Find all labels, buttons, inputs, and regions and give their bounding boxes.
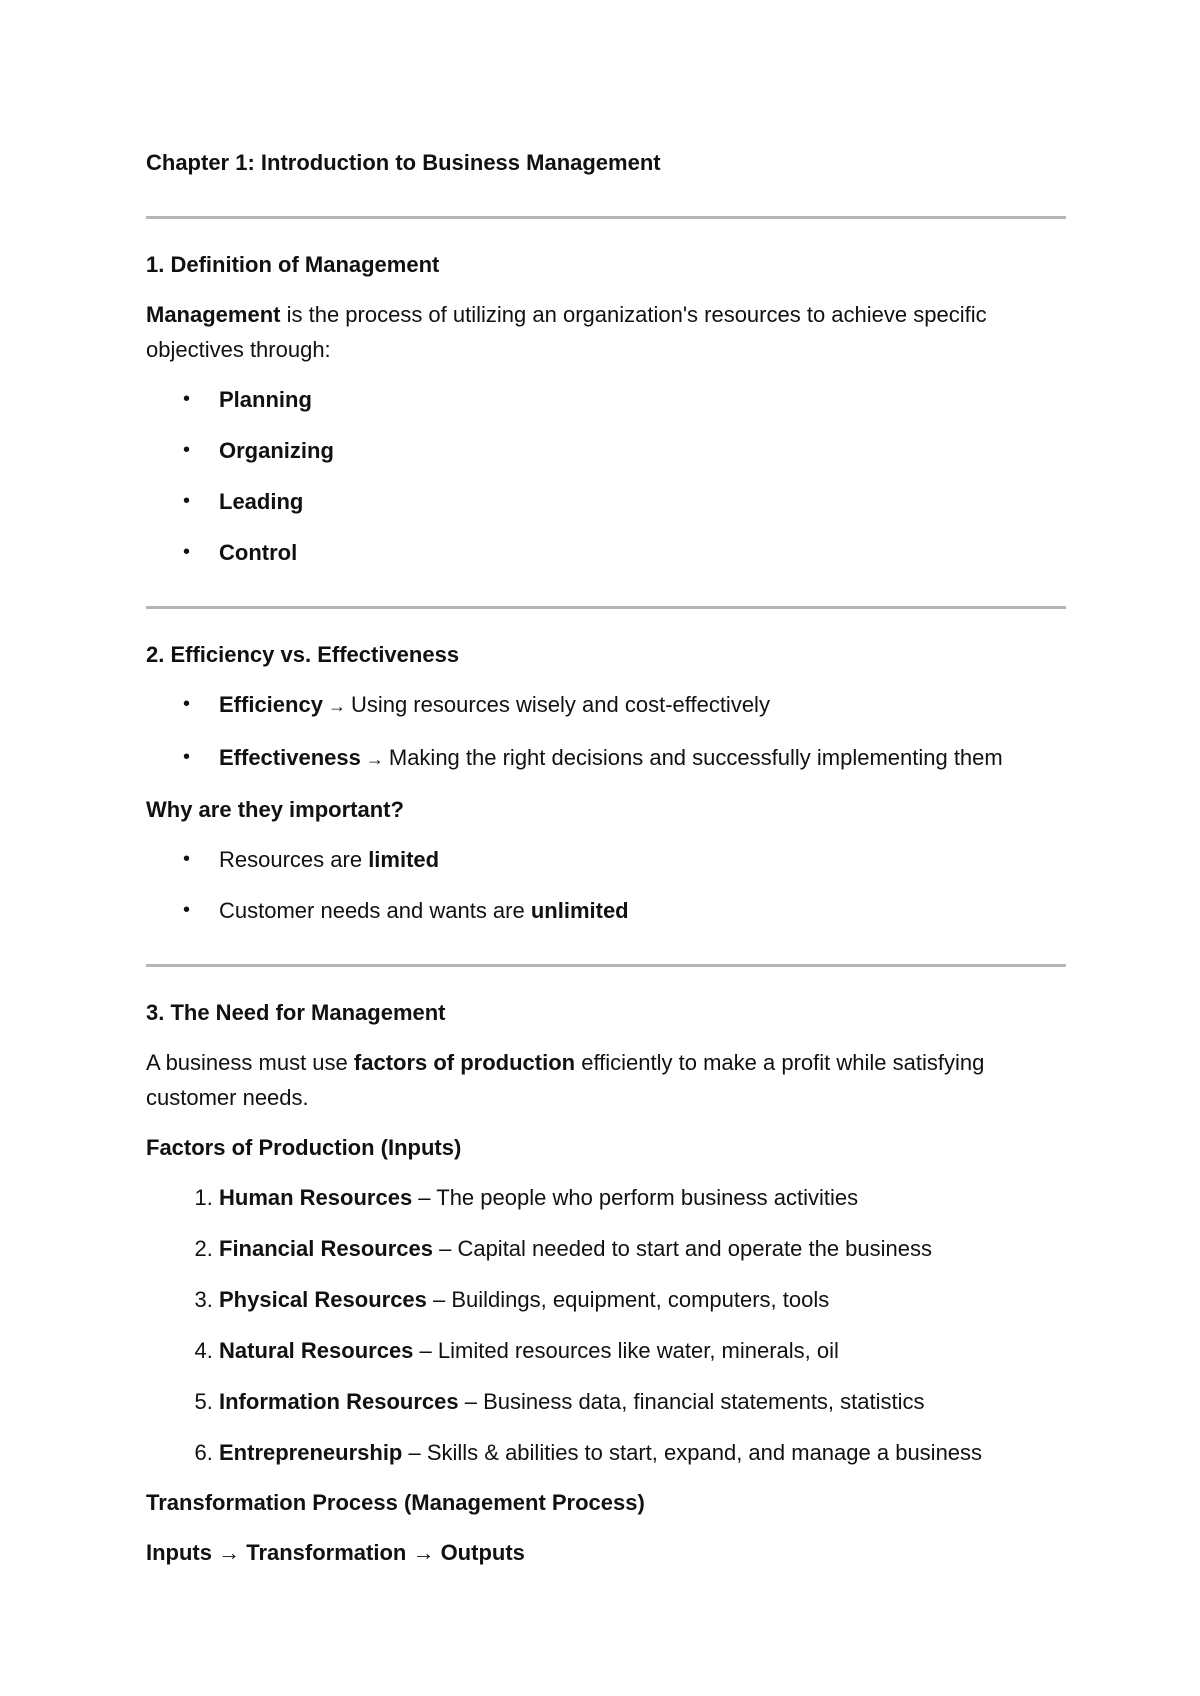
transformation-heading (146, 1485, 1066, 1520)
term-label: Effectiveness (219, 745, 361, 770)
why-bold: unlimited (530, 898, 629, 923)
list-item (219, 740, 1066, 777)
list-item (219, 687, 1066, 724)
transformation-flow-text: Inputs → Transformation → Outputs (146, 1540, 525, 1565)
list-item (219, 484, 1066, 519)
term-label: Efficiency (219, 692, 323, 717)
need-text-post: efficiently to make a profit while satisfying customer needs. (146, 1050, 985, 1110)
factor-description: – Limited resources like water, minerals, oil (413, 1338, 839, 1363)
list-item (219, 382, 1066, 417)
need-paragraph (146, 1045, 1066, 1115)
list-item (219, 1333, 1066, 1368)
list-item (219, 1231, 1066, 1266)
why-text: Resources are (219, 847, 369, 872)
definition-text: is the process of utilizing an organization's resources to achieve specific objectives through: (146, 302, 987, 362)
term-description: Using resources wisely and cost-effectively (350, 692, 770, 717)
section-heading-need: 3. The Need for Management (146, 1000, 446, 1025)
why-heading (146, 792, 1066, 827)
factor-term: Human Resources (219, 1185, 413, 1210)
function-label: Leading (219, 489, 304, 514)
term-description: Making the right decisions and successfully implementing them (388, 745, 1003, 770)
list-item (219, 535, 1066, 570)
factor-term: Financial Resources (219, 1236, 433, 1261)
factor-description: – Buildings, equipment, computers, tools (426, 1287, 830, 1312)
factors-heading (146, 1130, 1066, 1165)
arrow-icon: → (322, 696, 351, 716)
need-text-pre: A business must use (146, 1050, 354, 1075)
factors-list (146, 1180, 1066, 1470)
document-content (146, 145, 1066, 1585)
management-functions-list (146, 382, 1066, 570)
factor-term: Physical Resources (219, 1287, 427, 1312)
list-item (219, 433, 1066, 468)
section-divider (146, 606, 1066, 609)
factor-description: – Skills & abilities to start, expand, and manage a business (402, 1440, 983, 1465)
factor-description: – Business data, financial statements, statistics (458, 1389, 925, 1414)
list-item (219, 893, 1066, 928)
arrow-icon: → (360, 749, 389, 769)
why-bold: limited (368, 847, 440, 872)
section-heading-definition: 1. Definition of Management (146, 252, 440, 277)
list-item (219, 1384, 1066, 1419)
why-heading-text: Why are they important? (146, 797, 404, 822)
factor-term: Natural Resources (219, 1338, 414, 1363)
list-item (219, 1180, 1066, 1215)
section-heading-efficiency: 2. Efficiency vs. Effectiveness (146, 642, 460, 667)
function-label: Planning (219, 387, 312, 412)
definition-term: Management (146, 302, 281, 327)
transformation-heading-text: Transformation Process (Management Process) (146, 1490, 645, 1515)
section-divider (146, 216, 1066, 219)
list-item (219, 1435, 1066, 1470)
section-divider (146, 964, 1066, 967)
list-item (219, 842, 1066, 877)
definition-paragraph (146, 297, 1066, 367)
function-label: Control (219, 540, 298, 565)
factor-term: Entrepreneurship (219, 1440, 403, 1465)
transformation-flow (146, 1535, 1066, 1570)
factor-description: – The people who perform business activities (412, 1185, 859, 1210)
document-title: Chapter 1: Introduction to Business Management (146, 150, 661, 175)
factors-heading-text: Factors of Production (Inputs) (146, 1135, 462, 1160)
why-text: Customer needs and wants are (219, 898, 531, 923)
why-list (146, 842, 1066, 928)
factor-term: Information Resources (219, 1389, 459, 1414)
list-item (219, 1282, 1066, 1317)
need-text-bold: factors of production (353, 1050, 576, 1075)
factor-description: – Capital needed to start and operate the business (432, 1236, 932, 1261)
function-label: Organizing (219, 438, 334, 463)
efficiency-list (146, 687, 1066, 777)
